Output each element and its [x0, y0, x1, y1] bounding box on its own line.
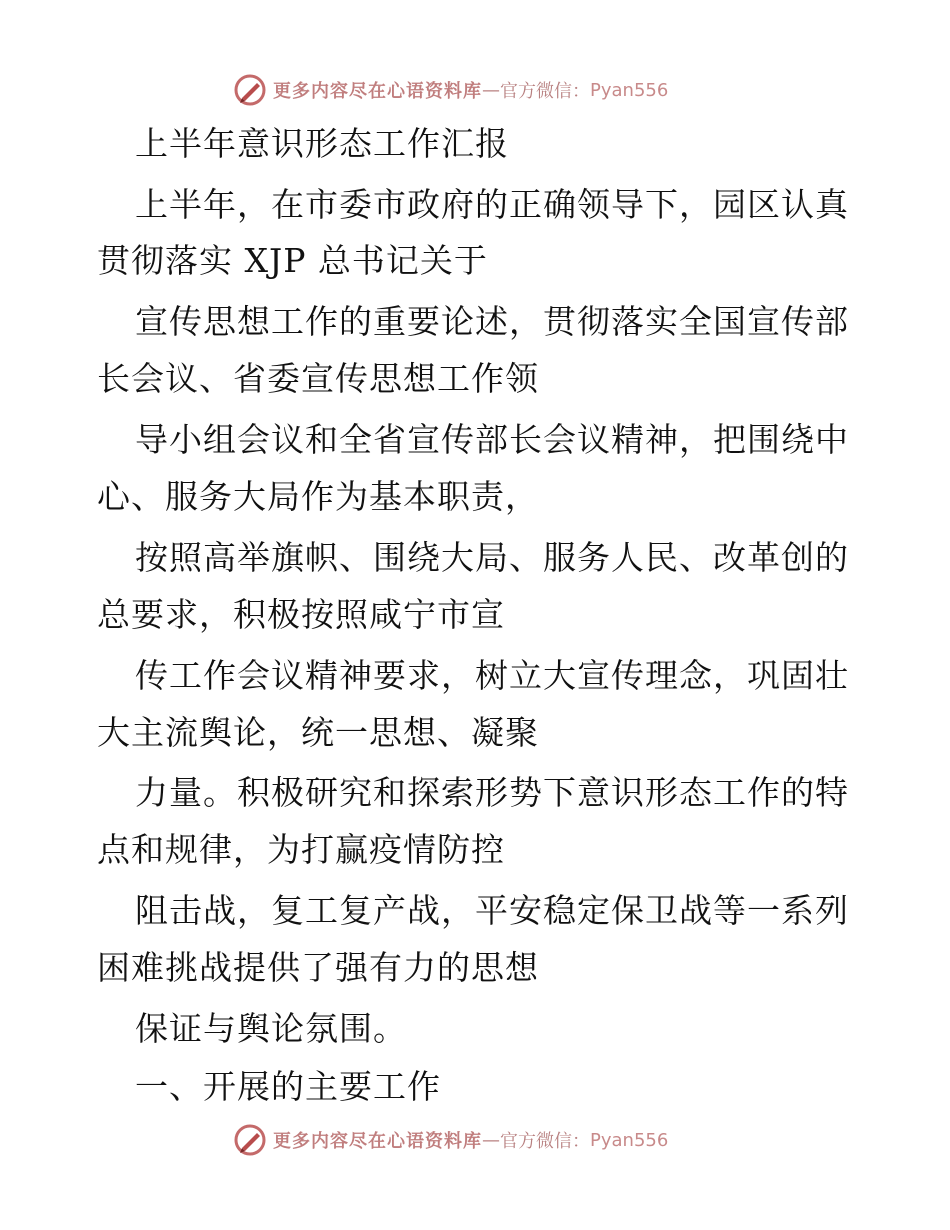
- paragraph-line: 按照高举旗帜、围绕大局、服务人民、改革创的: [135, 538, 849, 577]
- paragraph-line: 宣传思想工作的重要论述，贯彻落实全国宣传部: [135, 302, 849, 341]
- paragraph-line: 传工作会议精神要求，树立大宣传理念，巩固壮: [135, 656, 849, 695]
- footer-watermark-banner: [233, 1120, 668, 1160]
- paragraph-line: 导小组会议和全省宣传部长会议精神，把围绕中: [135, 420, 849, 459]
- watermark-official-label: 官方微信：: [500, 81, 590, 102]
- paragraph-line: 大主流舆论，统一思想、凝聚: [97, 713, 539, 752]
- watermark-separator: —: [482, 1129, 500, 1151]
- paragraph-line: 心、服务大局作为基本职责，: [97, 477, 539, 516]
- pen-logo-icon: [233, 1123, 267, 1157]
- watermark-brand-text: 更多内容尽在心语资料库: [273, 81, 482, 102]
- paragraph-line: 保证与舆论氛围。: [135, 1009, 407, 1048]
- paragraph-line: 总要求，积极按照咸宁市宣: [97, 595, 505, 634]
- document-title: 上半年意识形态工作汇报: [135, 124, 509, 163]
- watermark-separator: —: [482, 79, 500, 101]
- watermark-wechat-id: Pyan556: [590, 79, 669, 101]
- paragraph-line: 上半年，在市委市政府的正确领导下，园区认真: [135, 185, 849, 224]
- paragraph-line: 长会议、省委宣传思想工作领: [97, 359, 539, 398]
- header-watermark-banner: [233, 70, 668, 110]
- paragraph-line: 力量。积极研究和探索形势下意识形态工作的特: [135, 773, 849, 812]
- pen-logo-icon: [233, 73, 267, 107]
- paragraph-line: 贯彻落实 XJP 总书记关于: [97, 241, 488, 280]
- watermark-wechat-id: Pyan556: [590, 1129, 669, 1151]
- paragraph-line: 困难挑战提供了强有力的思想: [97, 948, 539, 987]
- paragraph-line: 点和规律，为打赢疫情防控: [97, 830, 505, 869]
- watermark-brand-text: 更多内容尽在心语资料库: [273, 1131, 482, 1152]
- section-heading: 一、开展的主要工作: [135, 1067, 441, 1106]
- watermark-official-label: 官方微信：: [500, 1131, 590, 1152]
- paragraph-line: 阻击战，复工复产战，平安稳定保卫战等一系列: [135, 891, 849, 930]
